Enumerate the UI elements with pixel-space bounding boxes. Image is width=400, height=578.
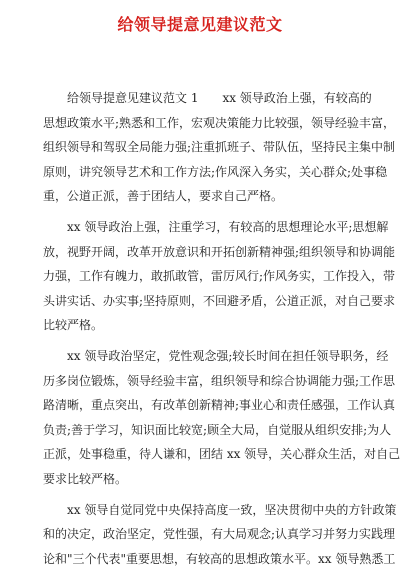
paragraph-line: 负责;善于学习，知识面比较宽;顾全大局，自觉服从组织安排;为人 [43,422,392,437]
paragraph-line: 原则，讲究领导艺术和工作方法;作风深入务实，关心群众;处事稳 [43,164,388,179]
paragraph-line: 要求比较严格。 [43,471,128,486]
paragraph-line: xx 领导自觉同党中央保持高度一致，坚决贯彻中央的方针政策 [67,502,397,517]
paragraph-line: 正派，处事稳重，待人谦和，团结 xx 领导，关心群众生活，对自己 [43,447,400,462]
paragraph-line: 论和"三个代表"重要思想，有较高的思想政策水平。xx 领导熟悉工 [43,551,396,566]
paragraph-line: xx 领导政治上强，注重学习，有较高的思想理论水平;思想解 [67,219,389,234]
paragraph-line: 力强，工作有魄力，敢抓敢管，雷厉风行;作风务实，工作投入，带 [43,269,396,284]
document-body [43,86,400,577]
paragraph-line: 头讲实话、办实事;坚持原则，不回避矛盾，公道正派，对自己要求 [43,293,396,308]
paragraph-line: 思想政策水平;熟悉和工作，宏观决策能力比较强，领导经验丰富， [43,115,396,130]
paragraph-4 [43,498,397,572]
paragraph-line: 重，公道正派，善于团结人，要求自己严格。 [43,189,284,204]
paragraph-line: 历多岗位锻炼，领导经验丰富，组织领导和综合协调能力强;工作思 [43,373,396,388]
paragraph-line: 给领导提意见建议范文 1 xx 领导政治上强，有较高的 [67,91,372,105]
document-title: 给领导提意见建议范文 [117,15,283,34]
paragraph-line: 路清晰，重点突出，有改革创新精神;事业心和责任感强，工作认真 [43,398,396,413]
paragraph-line: 和的决定，政治坚定，党性强，有大局观念;认真学习并努力实践理 [43,527,396,542]
paragraph-2 [43,215,396,338]
paragraph-line: 组织领导和驾驭全局能力强;注重抓班子、带队伍，坚持民主集中制 [43,140,396,155]
paragraph-line: 比较严格。 [43,318,104,333]
paragraph-line: xx 领导政治坚定，党性观念强;较长时间在担任领导职务，经 [67,348,389,363]
paragraph-3 [43,344,400,492]
paragraph-line: 放，视野开阔，改革开放意识和开拓创新精神强;组织领导和协调能 [43,244,396,259]
paragraph-1 [43,86,396,209]
